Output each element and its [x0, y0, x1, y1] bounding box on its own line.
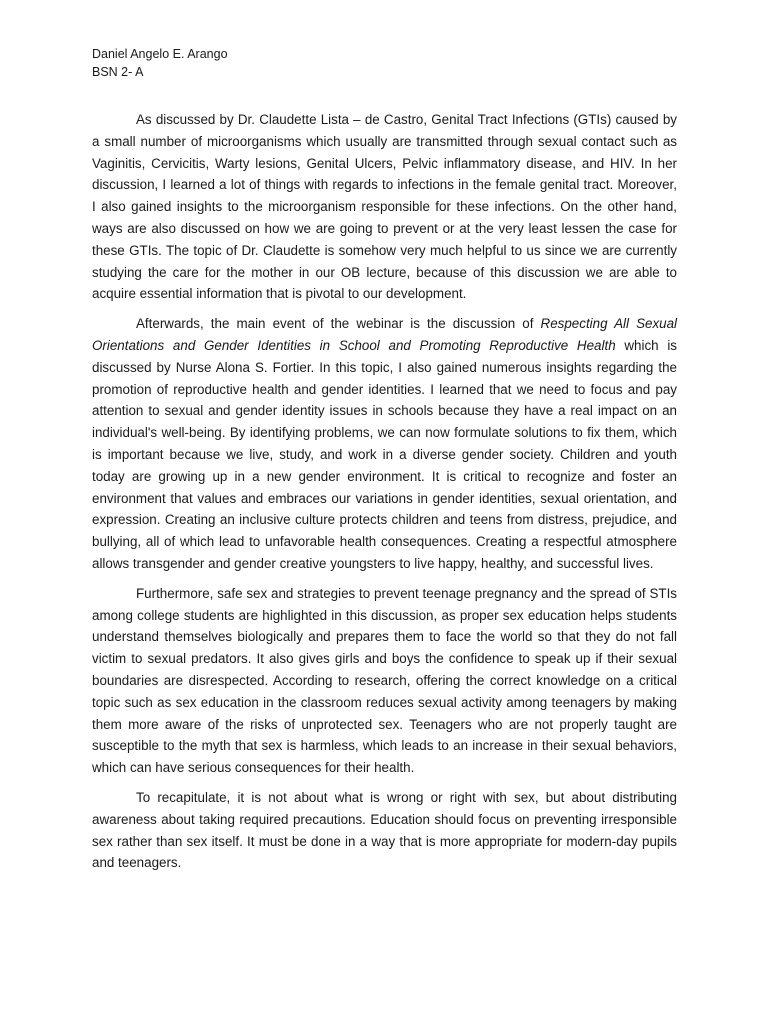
- author-section: BSN 2- A: [92, 65, 144, 79]
- paragraph-safe-sex: Furthermore, safe sex and strategies to prevent teenage pregnancy and the spread of STIs among college students are highlighted in this discussion, as proper sex education helps students understand themselves biologically and prepares them to face the world so that they do not fall victim to sexual predators. It also gives girls and boys the confidence to speak up if their sexual boundaries are disrespected. According to research, offering the correct knowledge on a critical topic such as sex education in the classroom reduces sexual activity among teenagers by making them more aware of the risks of unprotected sex. Teenagers who are not properly taught are susceptible to the myth that sex is harmless, which leads to an increase in their sexual behaviors, which can have serious consequences for their health.: [92, 585, 677, 776]
- paragraph-conclusion: To recapitulate, it is not about what is wrong or right with sex, but about distributing awareness about taking required precautions. Education should focus on preventing irresponsible sex rather than sex itself. It must be done in a way that is more appropriate for modern-day pupils and teenagers.: [92, 789, 677, 871]
- document-page: [92, 45, 677, 882]
- paragraph-webinar-before: Afterwards, the main event of the webinar is the discussion of: [136, 316, 541, 332]
- paragraph-gti: As discussed by Dr. Claudette Lista – de Castro, Genital Tract Infections (GTIs) caused by a small number of microorganisms which usually are transmitted through sexual contact such as Vaginitis, Cervicitis, Warty lesions, Genital Ulcers, Pelvic inflammatory disease, and HIV. In her discussion, I learned a lot of things with regards to infections in the female genital tract. Moreover, I also gained insights to the microorganism responsible for these infections. On the other hand, ways are also discussed on how we are going to prevent or at the very least lessen the case for these GTIs. The topic of Dr. Claudette is somehow very much helpful to us since we are currently studying the care for the mother in our OB lecture, because of this discussion we are able to acquire essential information that is pivotal to our development.: [92, 112, 677, 302]
- author-name: Daniel Angelo E. Arango: [92, 47, 228, 61]
- paragraph-webinar-after: which is discussed by Nurse Alona S. Fortier. In this topic, I also gained numerous insights regarding the promotion of reproductive health and gender identities. I learned that we need to focus and pay attention to sexual and gender identity issues in schools because they have a real impact on an individual's well-being. By identifying problems, we can now formulate solutions to fix them, which is important because we live, study, and work in a diverse gender society. Children and youth today are growing up in a new gender environment. It is critical to recognize and foster an environment that values and embraces our variations in gender identities, sexual orientation, and expression. Creating an inclusive culture protects children and teens from distress, prejudice, and bullying, all of which lead to unfavorable health consequences. Creating a respectful atmosphere allows transgender and gender creative youngsters to live happy, healthy, and successful lives.: [92, 337, 677, 571]
- webinar-topic-title: Respecting All Sexual Orientations and Gender Identities in School and Promoting Reproductive Health: [92, 316, 678, 353]
- document-body: [92, 109, 677, 874]
- paragraph-webinar: [92, 313, 677, 575]
